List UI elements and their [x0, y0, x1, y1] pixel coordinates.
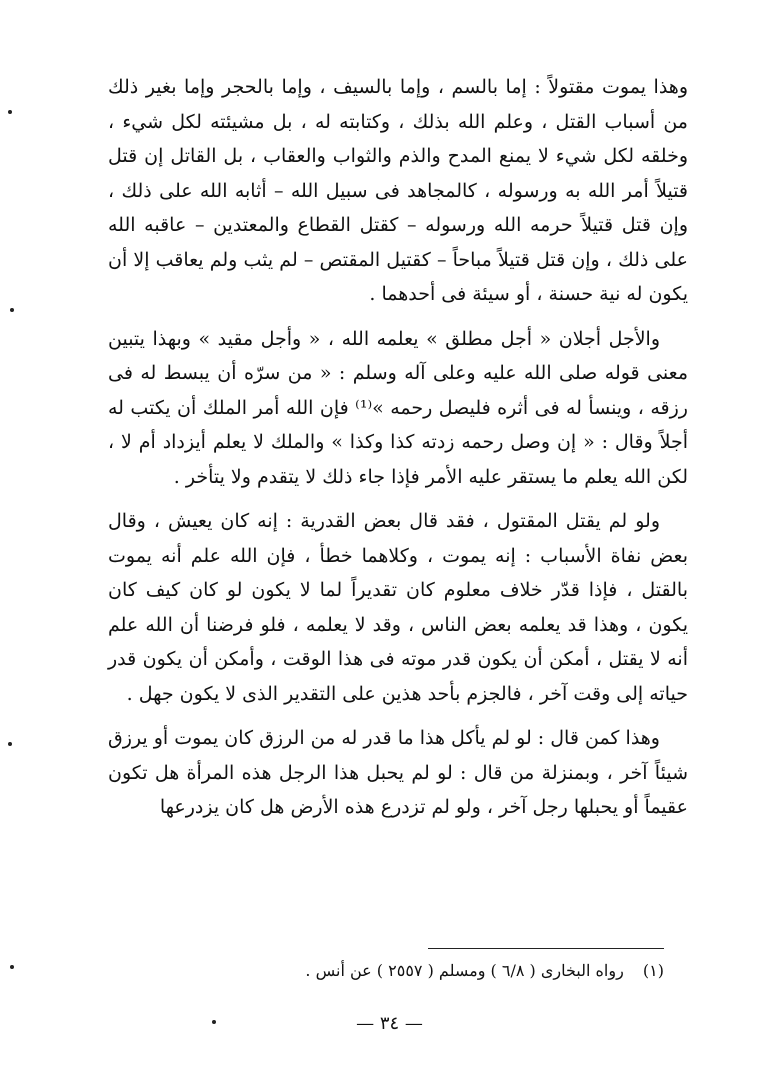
footnote-text: رواه البخارى ( ٦/٨ ) ومسلم ( ٢٥٥٧ ) عن أنس . — [305, 961, 624, 980]
footnote-separator — [428, 948, 664, 949]
paragraph: وهذا يموت مقتولاً : إما بالسم ، وإما بالسيف ، وإما بالحجر وإما بغير ذلك من أسباب القتل ، وعلم الله بذلك ، وكتابته له ، بل مشيئته لكل شيء ، وخلقه لكل شيء لا يمنع المدح والذم والثواب والعقاب ، بل القاتل إن قتل قتيلاً أمر الله به ورسوله ، كالمجاهد فى سبيل الله – أثابه الله على ذلك ، وإن قتل قتيلاً حرمه الله ورسوله – كقتل القطاع والمعتدين – عاقبه الله على ذلك ، وإن قتل قتيلاً مباحاً – كقتيل المقتص – لم يثب ولم يعاقب إلا أن يكون له نية حسنة ، أو سيئة فى أحدهما . — [108, 76, 688, 305]
footnote-number: (١) — [642, 961, 664, 980]
margin-mark — [10, 308, 14, 312]
footnote — [200, 958, 664, 984]
margin-mark — [10, 965, 14, 969]
paragraph: والأجل أجلان « أجل مطلق » يعلمه الله ، « وأجل مقيد » وبهذا يتبين معنى قوله صلى الله عليه وعلى آله وسلم : « من سرّه أن يبسط له فى رزقه ، وينسأ له فى أثره فليصل رحمه »⁽¹⁾ فإن الله أمر الملك أن يكتب له أجلاً وقال : « إن وصل رحمه زدته كذا وكذا » والملك لا يعلم أيزداد أم لا ، لكن الله يعلم ما يستقر عليه الأمر فإذا جاء ذلك لا يتقدم ولا يتأخر . — [108, 327, 688, 488]
page-number: — ٣٤ — — [356, 1013, 423, 1034]
paragraph: وهذا كمن قال : لو لم يأكل هذا ما قدر له من الرزق كان يموت أو يرزق شيئاً آخر ، وبمنزلة من قال : لو لم يحبل هذا الرجل هذه المرأة هل تكون عقيماً أو يحبلها رجل آخر ، ولو لم تزدرع هذه الأرض هل كان يزدرعها — [108, 727, 688, 818]
paragraph: ولو لم يقتل المقتول ، فقد قال بعض القدرية : إنه كان يعيش ، وقال بعض نفاة الأسباب : إنه يموت ، وكلاهما خطأ ، فإن الله علم أنه يموت بالقتل ، فإذا قدّر خلاف معلوم كان تقديراً لما لا يكون لو كان كيف كان يكون ، وهذا قد يعلمه بعض الناس ، وقد لا يعلمه ، فلو فرضنا أن الله علم أنه لا يقتل ، أمكن أن يكون قدر موته فى هذا الوقت ، وأمكن أن يكون قدر حياته إلى وقت آخر ، فالجزم بأحد هذين على التقدير الذى لا يكون جهل . — [108, 510, 688, 705]
margin-mark — [8, 742, 12, 746]
body-text — [108, 70, 688, 835]
margin-mark — [8, 110, 12, 114]
